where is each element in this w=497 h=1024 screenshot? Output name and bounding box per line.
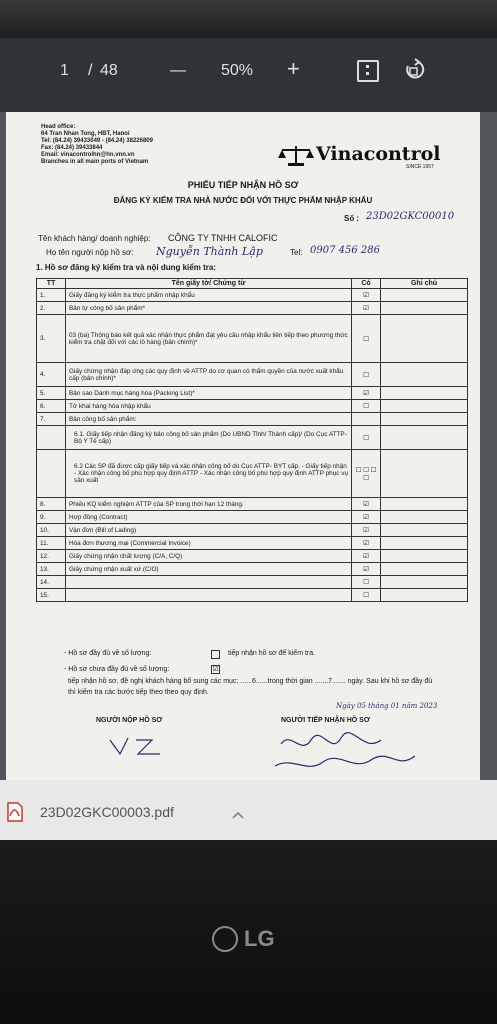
cell-tt: 1.	[37, 289, 66, 302]
section-1-heading: 1. Hồ sơ đăng ký kiểm tra và nội dung kiểm tra:	[36, 263, 216, 272]
cell-tt: 3.	[37, 315, 66, 363]
cell-name: Bản tự công bố sản phẩm*	[66, 302, 352, 315]
head-office-block: Head office: 64 Tran Nhan Tong, HBT, Hanoi Tel: (84.24) 39433049 - (84.24) 38226809 Fax: (84.24) 39433844 Email: vinacontrolhn@hn.vnn.vn Branches in all main ports of Vietnam	[41, 124, 153, 165]
note-incomplete-text: tiếp nhận hồ sơ, đề nghị khách hàng bổ sung các mục: ......6......trong thời gian .......7....... ngày. Sau khi hồ sơ đầy đủ thì kiểm tra các bước tiếp theo theo quy định.	[68, 678, 433, 696]
table-row	[37, 537, 468, 550]
table-row	[37, 563, 468, 576]
monitor-bezel	[0, 840, 497, 1024]
cell-co: ☐	[352, 363, 381, 387]
cell-name: Giấy chứng nhận đáp ứng các quy định về ATTP do cơ quan có thẩm quyền của nước xuất khẩu cấp (bản chính)*	[66, 363, 352, 387]
note-complete-checkbox	[211, 650, 220, 659]
so-value: 23D02GKC00010	[366, 211, 455, 222]
cell-co: ☐	[352, 400, 381, 413]
pdf-page	[6, 112, 480, 780]
cell-co: ☑	[352, 524, 381, 537]
table-row	[37, 426, 468, 450]
zoom-level: 50%	[221, 62, 254, 79]
cell-co: ☑	[352, 537, 381, 550]
zoom-out-button[interactable]: —	[170, 62, 186, 79]
company-value: CÔNG TY TNHH CALOFIC	[168, 233, 278, 243]
table-row	[37, 511, 468, 524]
cell-note	[381, 450, 468, 498]
page-separator: /	[88, 62, 93, 79]
lg-logo-icon	[212, 926, 238, 952]
cell-note	[381, 400, 468, 413]
form-subtitle: ĐĂNG KÝ KIỂM TRA NHÀ NƯỚC ĐỐI VỚI THỰC PHẨM NHẬP KHẨU	[113, 196, 373, 205]
fit-page-icon[interactable]	[357, 60, 379, 82]
cell-name: Giấy đăng ký kiểm tra thực phẩm nhập khẩu	[66, 289, 352, 302]
cell-note	[381, 576, 468, 589]
cell-name: Bản sao Danh mục hàng hóa (Packing List)*	[66, 387, 352, 400]
cell-tt: 15.	[37, 589, 66, 602]
note-complete: - Hồ sơ đầy đủ về số lượng:	[64, 650, 152, 657]
signature-left-label: NGƯỜI NỘP HỒ SƠ	[96, 717, 163, 724]
cell-note	[381, 315, 468, 363]
table-row	[37, 363, 468, 387]
cell-note	[381, 363, 468, 387]
cell-name: Hóa đơn thương mại (Commercial Invoice)	[66, 537, 352, 550]
cell-co: ☑	[352, 289, 381, 302]
cell-co: ☐	[352, 315, 381, 363]
table-row	[37, 450, 468, 498]
pdf-icon[interactable]	[6, 802, 24, 827]
cell-tt: 13.	[37, 563, 66, 576]
tel-value: 0907 456 286	[310, 245, 380, 256]
cell-name: 6.2 Các SP đã được cấp giấy tiếp và xác nhận công bố do Cục ATTP- BYT cấp. - Giấy tiếp nhận - Xác nhận công bố phù hợp quy định ATTP - Xác nhận công bố phù hợp quy định ATTP phục vụ sản xuất	[66, 450, 352, 498]
table-row	[37, 289, 468, 302]
table-row	[37, 387, 468, 400]
table-row	[37, 550, 468, 563]
cell-note	[381, 302, 468, 315]
vinacontrol-logo: Vinacontrol SINCE 1957	[278, 144, 314, 171]
page-current[interactable]: 1	[60, 62, 69, 79]
cell-name	[66, 576, 352, 589]
pdf-toolbar	[0, 38, 497, 112]
cell-co: ☐ ☐ ☐ ☐	[352, 450, 381, 498]
cell-tt: 8.	[37, 498, 66, 511]
cell-co	[352, 413, 381, 426]
cell-note	[381, 537, 468, 550]
note-incomplete: - Hồ sơ chưa đầy đủ về số lượng:	[64, 666, 170, 673]
form-title: PHIẾU TIẾP NHẬN HỒ SƠ	[187, 180, 299, 190]
document-viewer[interactable]	[0, 112, 497, 780]
cell-note	[381, 289, 468, 302]
receiver-signature	[271, 726, 421, 776]
rotate-icon[interactable]	[402, 58, 426, 87]
cell-note	[381, 589, 468, 602]
cell-co: ☑	[352, 387, 381, 400]
cell-co: ☑	[352, 302, 381, 315]
submitter-signature	[106, 732, 176, 760]
cell-tt: 2.	[37, 302, 66, 315]
cell-name: Hợp đồng (Contract)	[66, 511, 352, 524]
cell-note	[381, 426, 468, 450]
table-row	[37, 589, 468, 602]
download-bar	[0, 780, 497, 840]
cell-tt: 10.	[37, 524, 66, 537]
photo-top-edge	[0, 0, 497, 38]
table-row	[37, 302, 468, 315]
cell-co: ☑	[352, 550, 381, 563]
cell-tt: 12.	[37, 550, 66, 563]
cell-note	[381, 498, 468, 511]
note-incomplete-checkbox: ☑	[212, 666, 219, 673]
cell-tt: 4.	[37, 363, 66, 387]
documents-table	[36, 278, 468, 602]
cell-name: 03 (ba) Thông báo kết quả xác nhận thực phẩm đạt yêu cầu nhập khẩu liên tiếp theo phương thức kiểm tra chặt đối với các lô hàng (bản chính)*	[66, 315, 352, 363]
cell-co: ☑	[352, 511, 381, 524]
cell-name: Giấy chứng nhận xuất xứ (C/O)	[66, 563, 352, 576]
table-row	[37, 315, 468, 363]
cell-note	[381, 511, 468, 524]
cell-note	[381, 550, 468, 563]
company-label: Tên khách hàng/ doanh nghiệp:	[38, 234, 151, 243]
note-complete-text: tiếp nhận hồ sơ để kiểm tra.	[228, 650, 316, 657]
cell-name: Giấy chứng nhận chất lượng (C/A, C/Q)	[66, 550, 352, 563]
cell-name: Phiếu KQ kiểm nghiệm ATTP của SP trong thời hạn 12 tháng.	[66, 498, 352, 511]
cell-name	[66, 589, 352, 602]
cell-tt: 11.	[37, 537, 66, 550]
tel-label: Tel:	[290, 248, 303, 257]
so-label: Số :	[344, 214, 360, 223]
cell-tt: 9.	[37, 511, 66, 524]
table-row	[37, 576, 468, 589]
cell-name: Vận đơn (Bill of Lading)	[66, 524, 352, 537]
cell-tt	[37, 450, 66, 498]
cell-tt	[37, 426, 66, 450]
submitter-value: Nguyễn Thành Lập	[156, 245, 263, 258]
cell-tt: 14.	[37, 576, 66, 589]
signature-right-label: NGƯỜI TIẾP NHẬN HỒ SƠ	[281, 717, 370, 724]
table-row	[37, 498, 468, 511]
table-row	[37, 524, 468, 537]
download-file-name[interactable]: 23D02GKC00003.pdf	[40, 804, 174, 820]
cell-note	[381, 563, 468, 576]
date-line: Ngày 05 tháng 01 năm 2023	[336, 702, 438, 710]
page-total: 48	[100, 62, 118, 79]
cell-co: ☑	[352, 498, 381, 511]
submitter-label: Họ tên người nộp hồ sơ:	[46, 248, 134, 257]
cell-co: ☐	[352, 589, 381, 602]
cell-name: Tờ khai hàng hóa nhập khẩu	[66, 400, 352, 413]
cell-tt: 7.	[37, 413, 66, 426]
cell-tt: 6.	[37, 400, 66, 413]
cell-co: ☐	[352, 426, 381, 450]
cell-name: 6.1. Giấy tiếp nhận đăng ký bản công bố sản phẩm (Do UBND Tỉnh/ Thành cấp)/ (Do Cục ATTP- Bộ Y Tế cấp)	[66, 426, 352, 450]
cell-note	[381, 524, 468, 537]
cell-tt: 5.	[37, 387, 66, 400]
zoom-in-button[interactable]: +	[287, 56, 300, 81]
cell-note	[381, 413, 468, 426]
chevron-up-icon[interactable]	[232, 806, 244, 824]
cell-name: Bản công bố sản phẩm:	[66, 413, 352, 426]
cell-co: ☐	[352, 576, 381, 589]
monitor-brand: LG	[244, 926, 275, 951]
table-header-row: TT Tên giấy tờ/ Chứng từ Có Ghi chú	[37, 279, 468, 289]
cell-co: ☑	[352, 563, 381, 576]
cell-note	[381, 387, 468, 400]
table-row	[37, 400, 468, 413]
table-row	[37, 413, 468, 426]
